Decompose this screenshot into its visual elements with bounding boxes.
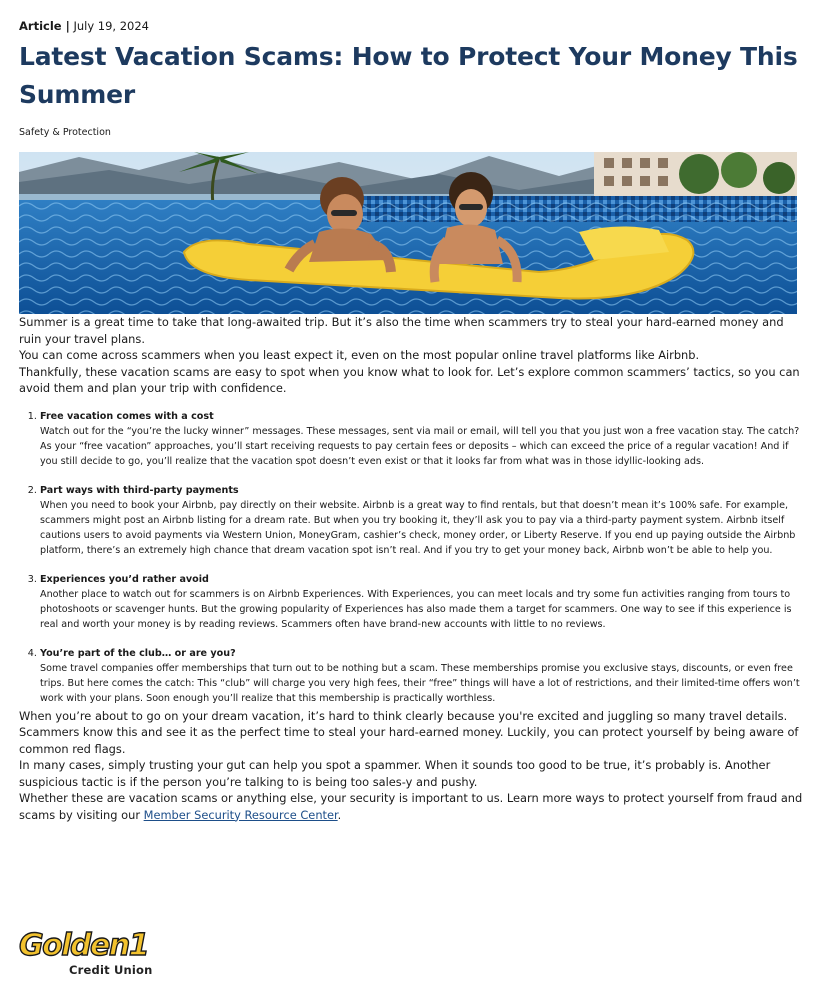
list-item-title: 1. Free vacation comes with a cost: [40, 410, 214, 422]
intro-paragraph: Thankfully, these vacation scams are easy to spot when you know what to look for. Let’s explore common scammers’ tactics, so you can avoid them and plan your trip with confidence.: [19, 364, 800, 395]
article-category: Safety & Protection: [19, 127, 111, 138]
page-title: Latest Vacation Scams: How to Protect Your Money This Summer: [19, 42, 798, 109]
scam-list: [19, 409, 809, 706]
outro-paragraph: When you’re about to go on your dream vacation, it’s hard to think clearly because you're excited and juggling so many travel details. Scammers know this and see it as the perfect time to steal your hard-earned money. Luckily, you can protect yourself by being aware of common red flags.: [19, 708, 799, 756]
logo-subtitle: Credit Union: [69, 963, 153, 977]
list-item-text: Another place to watch out for scammers is on Airbnb Experiences. With Experiences, you can meet locals and try some fun activities ranging from tours to photoshoots or scavenger hunts. But the growing popularity of Experiences has also made them a target for scammers. One way to see if this experience is real and worth your money is by reading reviews. Scammers often have brand-new accounts with little to no reviews.: [40, 588, 792, 630]
list-item: [40, 483, 809, 558]
list-item: [40, 409, 809, 469]
list-item-title: 4. You’re part of the club… or are you?: [40, 647, 236, 659]
list-item-text: Watch out for the “you’re the lucky winner” messages. These messages, sent via mail or email, will tell you that you just won a free vacation stay. The catch? As your “free vacation” approaches, you’ll start receiving requests to pay certain fees or deposits – which can exceed the price of a regular vacation! And if you still decide to go, you’ll realize that the vacation spot doesn’t even exist or that it looks far from what was in those idyllic-looking ads.: [40, 425, 800, 467]
article-type: Article |: [19, 19, 70, 33]
pool-couple-photo: [19, 152, 797, 314]
list-item-text: Some travel companies offer memberships that turn out to be nothing but a scam. These memberships promise you exclusive stays, discounts, or even free trips. But here comes the catch: This “club” will charge you very high fees, their “free” things will have a lot of restrictions, and their limited-time offers won’t work with your plans. Soon enough you’ll realize that this membership is practically worthless.: [40, 662, 800, 704]
outro-paragraph: In many cases, simply trusting your gut can help you spot a spammer. When it sounds too good to be true, it’s probably is. Another suspicious tactic is if the person you’re talking to is being too sales-y and pushy.: [19, 758, 771, 789]
list-item-title: 2. Part ways with third-party payments: [40, 484, 239, 496]
list-item-title: 3. Experiences you’d rather avoid: [40, 573, 209, 585]
golden1-logo[interactable]: [19, 930, 159, 980]
intro-paragraph: You can come across scammers when you least expect it, even on the most popular online travel platforms like Airbnb.: [19, 348, 700, 362]
intro-paragraph: Summer is a great time to take that long-awaited trip. But it’s also the time when scammers try to steal your hard-earned money and ruin your travel plans.: [19, 315, 784, 346]
closing-text: Whether these are vacation scams or anything else, your security is important to us. Learn more ways to protect yourself from fraud and scams by visiting our: [19, 791, 803, 822]
article-meta: [19, 18, 809, 34]
closing-suffix: .: [337, 807, 342, 822]
hero-image: [19, 152, 797, 314]
list-item: [40, 646, 809, 706]
article-date: July 19, 2024: [73, 19, 149, 33]
security-center-link[interactable]: Member Security Resource Center: [143, 807, 338, 822]
list-item: [40, 572, 809, 632]
list-item-text: When you need to book your Airbnb, pay directly on their website. Airbnb is a great way to find rentals, but that doesn’t mean it’s 100% safe. For example, scammers might post an Airbnb listing for a dream rate. But when you try booking it, they’ll ask you to pay via a third-party payment system. Airbnb itself cautions users to avoid payments via Western Union, MoneyGram, cashier’s check, money order, or Liberty Reserve. If you end up paying outside the Airbnb platform, there’s an extremely high chance that dream vacation spot isn’t real. And if you try to get your money back, Airbnb won’t be able to help you.: [40, 499, 796, 556]
logo-wordmark: Golden1: [19, 928, 149, 963]
closing-paragraph: [19, 790, 809, 823]
